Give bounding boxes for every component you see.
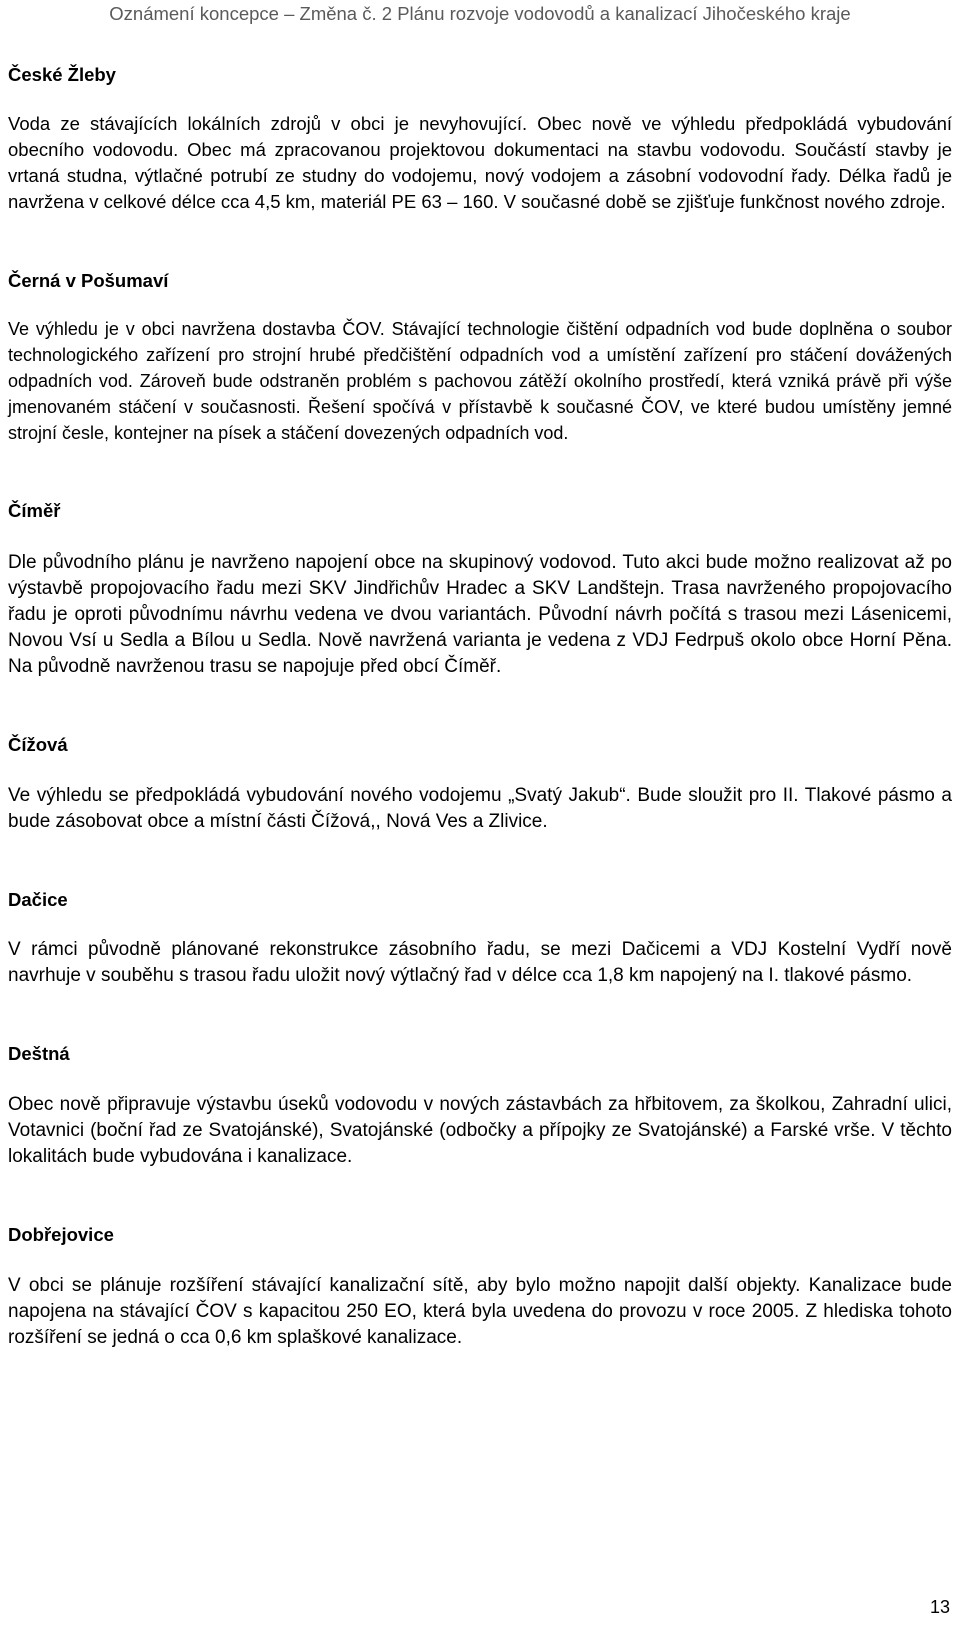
page-number: 13 [929, 1597, 950, 1617]
section-heading: Dobřejovice [8, 1224, 114, 1245]
section-paragraph: Dle původního plánu je navrženo napojení obce na skupinový vodovod. Tuto akci bude možno realizovat až po výstavbě propojovacího řadu mezi SKV Jindřichův Hradec a SKV Landštejn. Trasa navrženého propojovacího řadu je oproti původnímu návrhu vedena ve dvou variantách. Původní návrh počítá s trasou mezi Lásenicemi, Novou Vsí u Sedla a Bílou u Sedla. Nově navržená varianta je vedena z VDJ Fedrpuš okolo obce Horní Pěna. Na původně navrženou trasu se napojuje před obcí Číměř. [8, 552, 952, 677]
section-cerna-v-posumavi [8, 268, 952, 446]
document-header: Oznámení koncepce – Změna č. 2 Plánu rozvoje vodovodů a kanalizací Jihočeského kraje [109, 3, 851, 24]
section-paragraph: Voda ze stávajících lokálních zdrojů v obci je nevyhovující. Obec nově ve výhledu předpokládá vybudování obecního vodovodu. Obec má zpracovanou projektovou dokumentaci na stavbu vodovodu. Součástí stavby je vrtaná studna, výtlačné potrubí ze studny do vodojemu, nový vodojem a zásobní vodovodní řady. Délka řadů je navržena v celkové délce cca 4,5 km, materiál PE 63 – 160. V současné době se zjišťuje funkčnost nového zdroje. [8, 113, 952, 212]
section-dacice [8, 887, 952, 989]
section-dobrejovice [8, 1222, 952, 1351]
section-paragraph: V rámci původně plánované rekonstrukce zásobního řadu, se mezi Dačicemi a VDJ Kostelní Vydří nově navrhuje v souběhu s trasou řadu uložit nový výtlačný řad v délce cca 1,8 km napojený na I. tlakové pásmo. [8, 939, 952, 986]
section-cizova [8, 732, 952, 835]
section-heading: České Žleby [8, 64, 116, 85]
section-paragraph: Ve výhledu je v obci navržena dostavba ČOV. Stávající technologie čištění odpadních vod bude doplněna o soubor technologického zařízení pro strojní hrubé předčištění odpadních vod a umístění zařízení pro stáčení dovážených odpadních vod. Zároveň bude odstraněn problém s pachovou zátěží okolního prostředí, která vzniká právě při výše jmenovaném stáčení v současnosti. Řešení spočívá v přístavbě k současné ČOV, ve které budou umístěny jemné strojní česle, kontejner na písek a stáčení dovezených odpadních vod. [8, 319, 952, 443]
section-cimer [8, 498, 952, 680]
section-ceske-zleby [8, 62, 952, 215]
section-paragraph: V obci se plánuje rozšíření stávající kanalizační sítě, aby bylo možno napojit další objekty. Kanalizace bude napojena na stávající ČOV s kapacitou 250 EO, která byla uvedena do provozu v roce 2005. Z hlediska tohoto rozšíření se jedná o cca 0,6 km splaškové kanalizace. [8, 1275, 952, 1348]
section-destna [8, 1041, 952, 1170]
section-paragraph: Obec nově připravuje výstavbu úseků vodovodu v nových zástavbách za hřbitovem, za školkou, Zahradní ulici, Votavnici (boční řad ze Svatojánské), Svatojánské (odbočky a přípojky ze Svatojánské) a Farské vrše. V těchto lokalitách bude vybudována i kanalizace. [8, 1094, 952, 1167]
section-heading: Čížová [8, 734, 68, 755]
section-heading: Černá v Pošumaví [8, 270, 169, 291]
document-body [8, 30, 952, 1351]
section-heading: Číměř [8, 500, 61, 521]
section-heading: Dačice [8, 889, 68, 910]
section-heading: Deštná [8, 1043, 70, 1064]
section-paragraph: Ve výhledu se předpokládá vybudování nového vodojemu „Svatý Jakub“. Bude sloužit pro II. Tlakové pásmo a bude zásobovat obce a místní části Čížová,, Nová Ves a Zlivice. [8, 785, 952, 832]
